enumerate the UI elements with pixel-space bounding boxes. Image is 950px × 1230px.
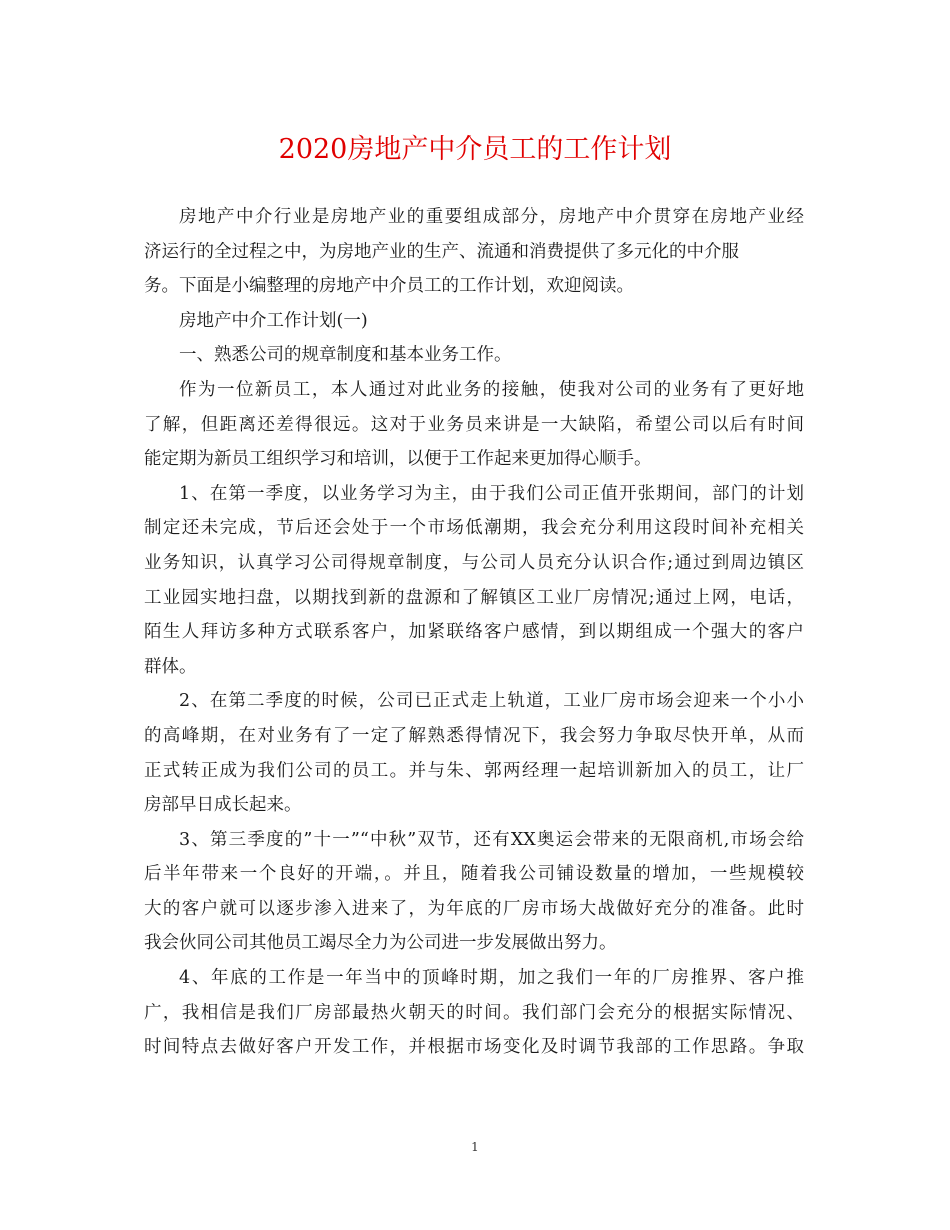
text-line: 济运行的全过程之中，为房地产业的生产、流通和消费提供了多元化的中介服: [144, 241, 739, 262]
text-line: 陌生人拜访多种方式联系客户，加紧联络客户感情，到以期组成一个强大的客户: [144, 622, 804, 643]
page-number: 1: [471, 1140, 479, 1154]
text-line: 正式转正成为我们公司的员工。并与朱、郭两经理一起培训新加入的员工，让厂: [144, 760, 804, 781]
text-line: 后半年带来一个良好的开端，。并且，随着我公司铺设数量的增加，一些规模较: [144, 864, 804, 885]
text-line: 2、在第二季度的时候，公司已正式走上轨道，工业厂房市场会迎来一个小小: [179, 691, 804, 712]
text-line: 的高峰期，在对业务有了一定了解熟悉得情况下，我会努力争取尽快开单，从而: [144, 725, 804, 746]
text-line: 大的客户就可以逐步渗入进来了，为年底的厂房市场大战做好充分的准备。此时: [144, 898, 804, 919]
text-line: 3、第三季度的”十一”“中秋”双节，还有XX奥运会带来的无限商机,市场会给: [179, 829, 804, 850]
text-line: 房地产中介行业是房地产业的重要组成部分，房地产中介贯穿在房地产业经: [179, 207, 804, 227]
text-line: 我会伙同公司其他员工竭尽全力为公司进一步发展做出努力。: [144, 933, 617, 954]
text-line: 群体。: [144, 656, 197, 677]
text-line: 房部早日成长起来。: [144, 795, 302, 816]
text-line: 作为一位新员工，本人通过对此业务的接触，使我对公司的业务有了更好地: [179, 379, 804, 400]
document-body: [144, 200, 804, 1065]
text-line: 了解，但距离还差得很远。这对于业务员来讲是一大缺陷，希望公司以后有时间: [144, 414, 804, 435]
text-line: 能定期为新员工组织学习和培训，以便于工作起来更加得心顺手。: [144, 449, 652, 470]
text-line: 广，我相信是我们厂房部最热火朝天的时间。我们部门会充分的根据实际情况、: [144, 1002, 804, 1023]
text-line: 时间特点去做好客户开发工作，并根据市场变化及时调节我部的工作思路。争取: [144, 1037, 804, 1058]
text-line: 房地产中介工作计划(一): [179, 310, 368, 331]
text-line: 业务知识，认真学习公司得规章制度，与公司人员充分认识合作;通过到周边镇区: [144, 552, 804, 573]
text-line: 1、在第一季度，以业务学习为主，由于我们公司正值开张期间，部门的计划: [179, 483, 804, 504]
document-title: 2020房地产中介员工的工作计划: [278, 134, 672, 165]
text-line: 4、年底的工作是一年当中的顶峰时期，加之我们一年的厂房推界、客户推: [179, 968, 804, 989]
text-line: 务。下面是小编整理的房地产中介员工的工作计划，欢迎阅读。: [144, 276, 634, 297]
text-line: 制定还未完成，节后还会处于一个市场低潮期，我会充分利用这段时间补充相关: [144, 518, 804, 539]
text-line: 工业园实地扫盘，以期找到新的盘源和了解镇区工业厂房情况;通过上网，电话，: [144, 587, 804, 608]
text-line: 一、熟悉公司的规章制度和基本业务工作。: [179, 345, 512, 366]
